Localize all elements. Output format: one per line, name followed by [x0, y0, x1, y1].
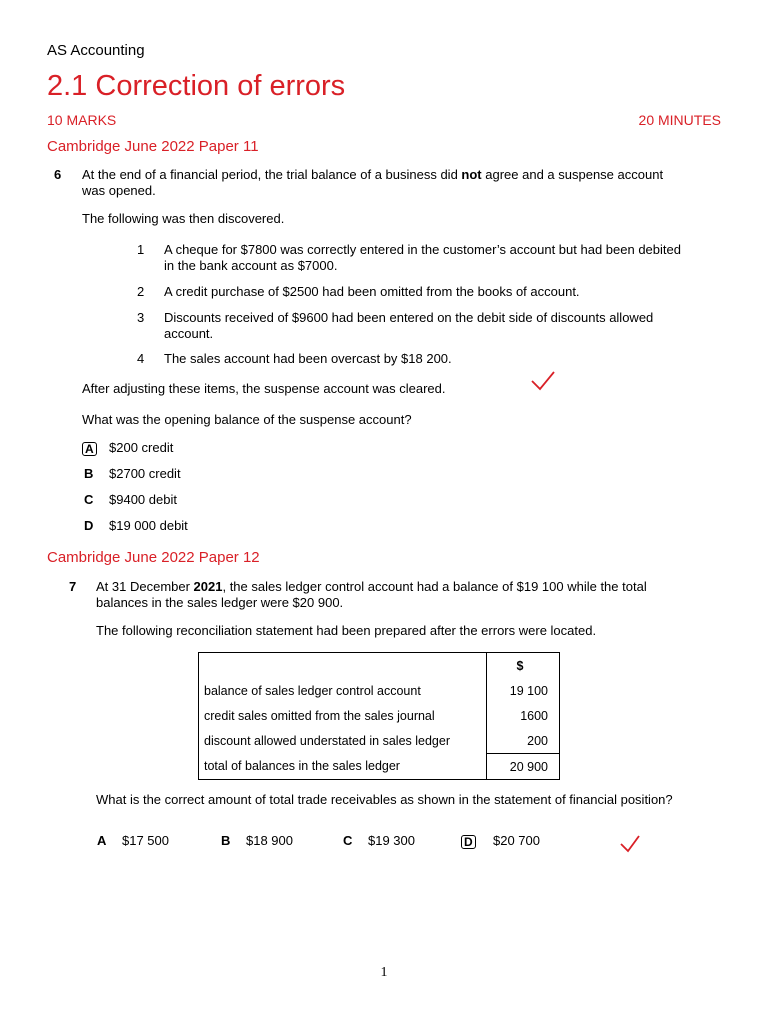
q6-option-text: $19 000 debit: [109, 518, 188, 533]
q7-option-text: $17 500: [122, 833, 169, 848]
q7-option-a[interactable]: A: [97, 833, 107, 848]
q6-option-d[interactable]: D: [84, 518, 94, 533]
currency-header: $: [487, 653, 560, 679]
q6-option-c[interactable]: C: [84, 492, 94, 507]
row-label: discount allowed understated in sales ledger: [199, 728, 487, 754]
page-title: 2.1 Correction of errors: [47, 70, 346, 102]
subject-label: AS Accounting: [47, 42, 145, 59]
q6-item: The sales account had been overcast by $18 200.: [164, 351, 452, 366]
q7-option-text: $18 900: [246, 833, 293, 848]
q6-source: Cambridge June 2022 Paper 11: [47, 138, 259, 155]
q7-intro: At 31 December 2021, the sales ledger control account had a balance of $19 100 while the total balances in the sales ledger were $20 900.: [96, 579, 647, 610]
q6-intro: At the end of a financial period, the trial balance of a business did not agree and a suspense account was opened.: [82, 167, 664, 198]
q6-item-num: 4: [137, 351, 145, 366]
q6-item-num: 2: [137, 284, 145, 299]
table-row: [199, 728, 560, 754]
q6-number: 6: [54, 167, 62, 182]
q6-after: After adjusting these items, the suspense account was cleared.: [82, 381, 446, 396]
option-letter-circled: D: [461, 835, 476, 849]
q6-question: What was the opening balance of the suspense account?: [82, 412, 412, 427]
q7-statement: The following reconciliation statement had been prepared after the errors were located.: [96, 623, 597, 638]
row-label: credit sales omitted from the sales journal: [199, 703, 487, 728]
q6-option-a[interactable]: [82, 440, 97, 458]
q6-option-text: $200 credit: [109, 440, 174, 455]
q6-option-text: $2700 credit: [109, 466, 181, 481]
row-label: total of balances in the sales ledger: [199, 754, 487, 780]
q6-item: A cheque for $7800 was correctly entered in the customer’s account but had been debited in the bank account as $7000.: [164, 242, 681, 273]
table-cell: [199, 653, 487, 679]
q7-option-c[interactable]: C: [343, 833, 353, 848]
q7-option-text: $20 700: [493, 833, 540, 848]
q6-item: Discounts received of $9600 had been entered on the debit side of discounts allowed account.: [164, 310, 654, 341]
row-amount: 1600: [487, 703, 560, 728]
row-amount: 19 100: [487, 678, 560, 703]
table-total-row: [199, 754, 560, 780]
table-row: [199, 703, 560, 728]
q7-source: Cambridge June 2022 Paper 12: [47, 549, 260, 566]
row-label: balance of sales ledger control account: [199, 678, 487, 703]
q6-item-num: 3: [137, 310, 145, 325]
page-number: 1: [380, 965, 388, 980]
q7-option-b[interactable]: B: [221, 833, 231, 848]
check-mark-icon: [619, 834, 641, 854]
check-mark-icon: [530, 370, 556, 392]
table-header-row: [199, 653, 560, 679]
table-row: [199, 678, 560, 703]
q6-discovered: The following was then discovered.: [82, 211, 285, 226]
q7-question: What is the correct amount of total trade receivables as shown in the statement of financial position?: [96, 792, 673, 807]
q6-option-b[interactable]: B: [84, 466, 94, 481]
q6-item: A credit purchase of $2500 had been omitted from the books of account.: [164, 284, 580, 299]
option-letter-circled: A: [82, 442, 97, 456]
marks-label: 10 MARKS: [47, 112, 117, 128]
q7-number: 7: [69, 579, 77, 594]
q7-option-text: $19 300: [368, 833, 415, 848]
row-amount: 20 900: [487, 754, 560, 780]
q7-option-d[interactable]: [461, 833, 476, 851]
q6-option-text: $9400 debit: [109, 492, 177, 507]
time-label: 20 MINUTES: [638, 112, 721, 128]
q6-item-num: 1: [137, 242, 145, 257]
reconciliation-table: [198, 652, 560, 780]
row-amount: 200: [487, 728, 560, 754]
